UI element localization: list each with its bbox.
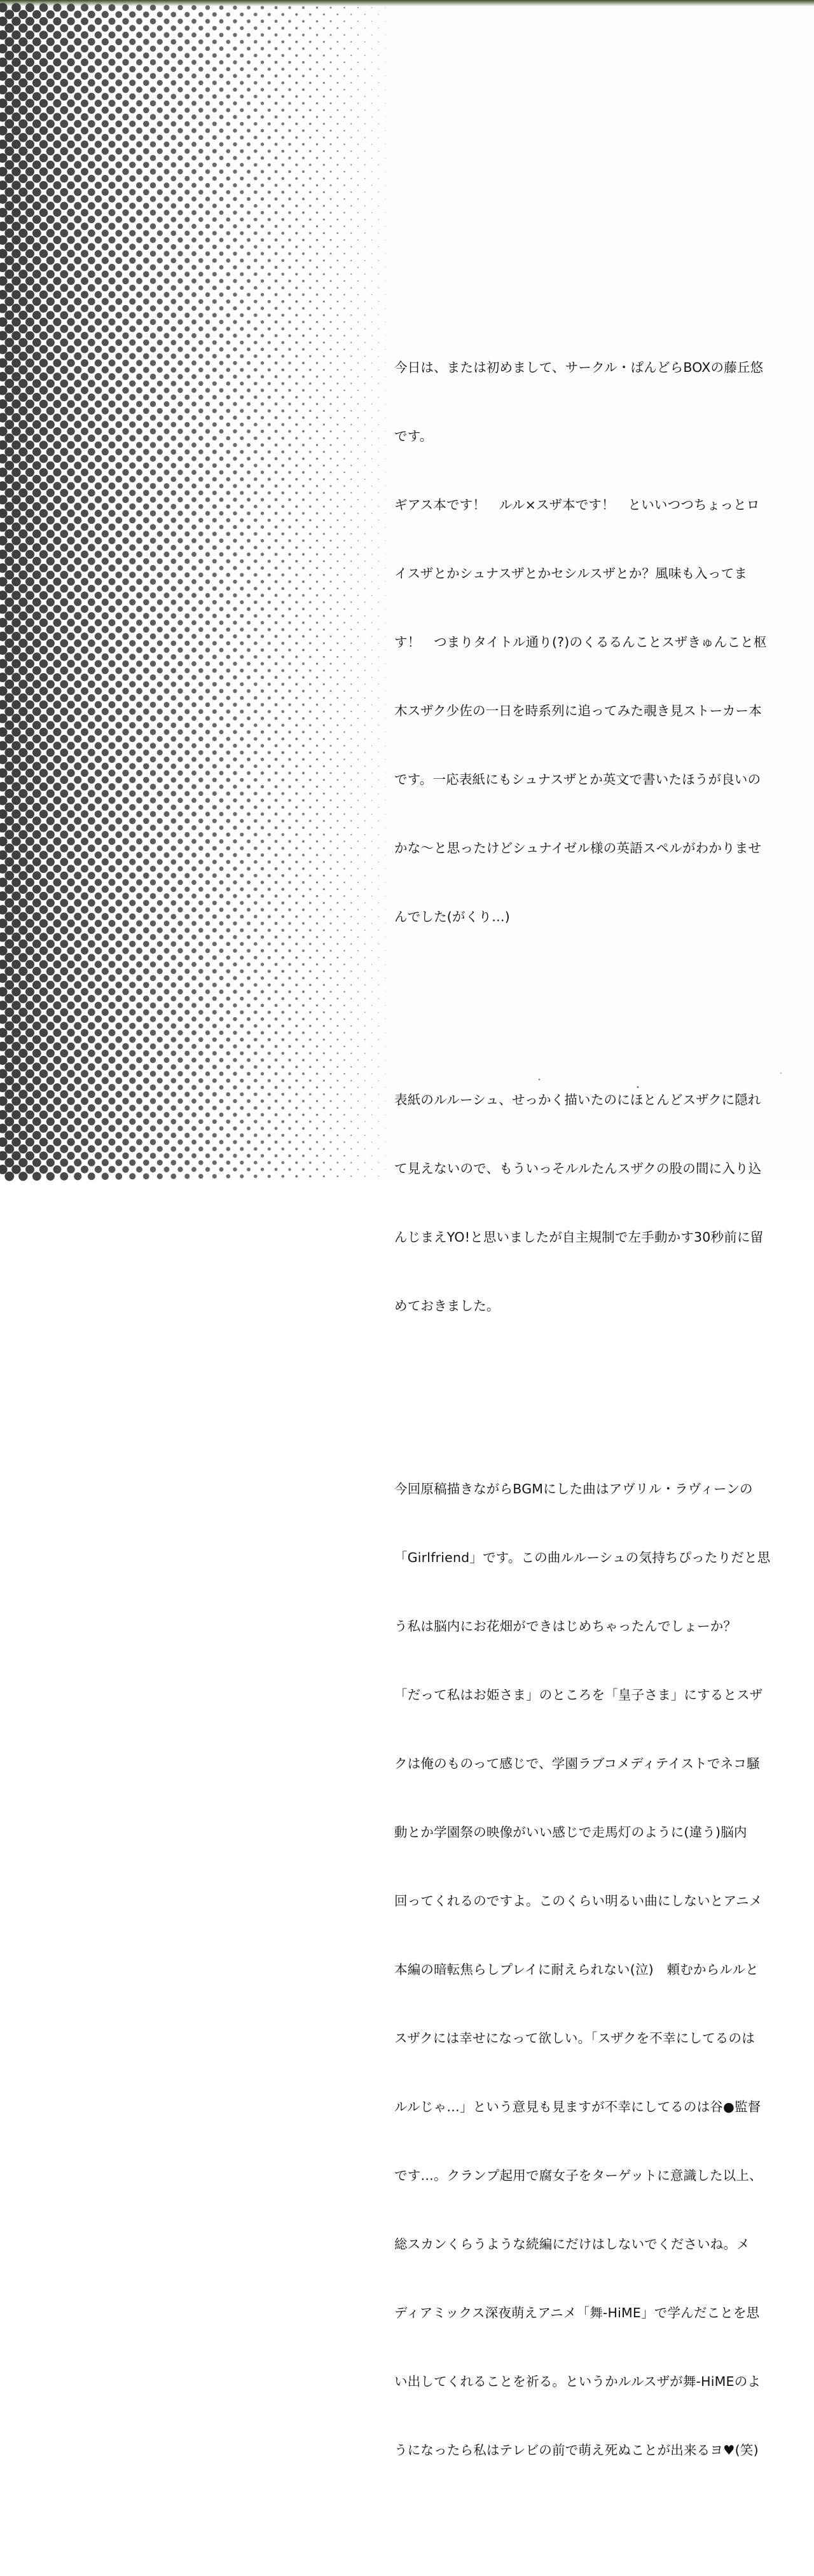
afterword-paragraph-2 [394,1043,808,1363]
text-line: 今回原稿描きながらBGMにした曲はアヴリル・ラヴィーンの [394,1481,753,1497]
text-line: ルルじゃ…」という意見も見ますが不幸にしてるのは谷●監督 [394,2099,761,2114]
afterword-text [394,264,808,2576]
text-line: んでした(がくり…) [394,909,510,924]
text-line: す！ つまりタイトル通り(?)のくるるんことスザきゅんこと枢 [394,634,767,650]
text-line: う私は脳内にお花畑ができはじめちゃったんでしょーか？ [394,1619,737,1634]
text-line: 総スカンくらうような続編にだけはしないでくださいね。メ [394,2237,750,2252]
text-line: うになったら私はテレビの前で萌え死ぬことが出来るヨ♥(笑) [394,2442,759,2458]
text-line: 回ってくれるのですよ。このくらい明るい曲にしないとアニメ [394,1893,762,1908]
text-line: 表紙のルルーシュ、せっかく描いたのにほとんどスザクに隠れ [394,1092,761,1107]
text-line: い出してくれることを祈る。というかルルスザが舞-HiMEのよ [394,2374,761,2389]
text-line: 今日は、または初めまして、サークル・ぱんどらBOXの藤丘悠 [394,360,764,375]
text-line: スザクには幸せになって欲しい。「スザクを不幸にしてるのは [394,2031,755,2046]
text-line: めておきました。 [394,1298,500,1313]
text-line: 「だって私はお姫さま」のところを「皇子さま」にするとスザ [394,1687,763,1702]
text-line: クは俺のものって感じで、学園ラブコメディテイストでネコ騒 [394,1756,760,1771]
text-line: です。 [394,428,433,444]
afterword-paragraph-1 [394,310,808,974]
text-line: です。一応表紙にもシュナスザとか英文で書いたほうが良いの [394,772,761,787]
halftone-dot-pattern [0,4,458,1183]
afterword-paragraph-3 [394,1432,808,2507]
text-line: ディアミックス深夜萌えアニメ「舞-HiME」で学んだことを思 [394,2305,760,2320]
text-line: かな～と思ったけどシュナイゼル様の英語スペルがわかりませ [394,840,762,856]
text-line: ギアス本です！ ルル×スザ本です！ といいつつちょっとロ [394,497,760,512]
text-line: 木スザク少佐の一日を時系列に追ってみた覗き見ストーカー本 [394,703,762,718]
text-line: んじまえYO!と思いましたが自主規制で左手動かす30秒前に留 [394,1230,764,1245]
text-line: です…。クランプ起用で腐女子をターゲットに意識した以上、 [394,2168,762,2183]
text-line: て見えないので、もういっそルルたんスザクの股の間に入り込 [394,1161,762,1176]
text-line: 本編の暗転焦らしプレイに耐えられない(泣) 頼むからルルと [394,1962,759,1977]
text-line: イスザとかシュナスザとかセシルスザとか？風味も入ってま [394,566,748,581]
text-line: 動とか学園祭の映像がいい感じで走馬灯のように(違う)脳内 [394,1825,747,1840]
text-line: 「Girlfriend」です。この曲ルルーシュの気持ちぴったりだと思 [394,1550,771,1565]
